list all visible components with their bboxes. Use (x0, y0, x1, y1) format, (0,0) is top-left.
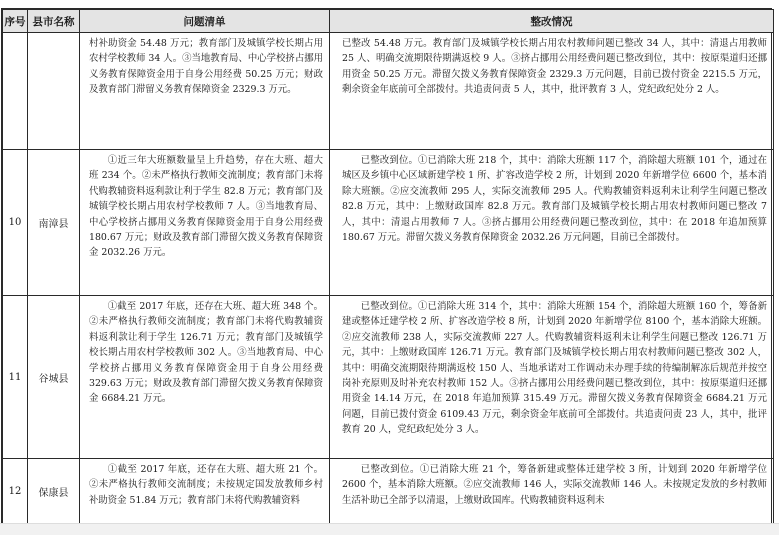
rectification-table (2, 9, 774, 525)
row-issue-text: 村补助资金 54.48 万元；教育部门及城镇学校长期占用农村学校教师 34 人。③当地教育局、中心学校挤占挪用义务教育保障资金用于自身公用经费 50.25 万元；财政及教育部门滞留义务教育保障资金 2329.3 万元。 (80, 33, 330, 150)
table-header-row (3, 10, 774, 33)
document-page (1, 8, 772, 524)
row-county: 南漳县 (28, 150, 80, 296)
row-rectification-text: 已整改到位。①已消除大班 218 个，其中：消除大班额 117 个，消除超大班额 101 个，通过在城区及乡镇中心区域新建学校 1 所、扩容改造学校 2 所，计划到 2020 年新增学位 6600 个，基本消除大班额。②应交流教师 295 人，实际交流教师 295 人。代购教辅资料返利未让利学生问题已整改 82.8 万元，其中：上缴财政国库 82.8 万元。教育部门及城镇学校长期占用农村教师问题已整改 7 人，其中：清退占用教师 7 人。③挤占挪用公用经费问题已整改到位，其中：在 2018 年追加预算 180.67 万元。滞留欠拨义务教育保障资金 2032.26 万元问题，目前已全部拨付。 (330, 150, 774, 296)
viewer-bottom-strip (0, 523, 779, 535)
row-rectification-text: 已整改到位。①已消除大班 21 个，筹备新建或整体迁建学校 3 所，计划到 2020 年新增学位 2600 个，基本消除大班额。②应交流教师 146 人，实际交流教师 146 人。未按规定发放的乡村教师生活补助已全部予以清退，上缴财政国库。代购教辅资料返利未 (330, 459, 774, 525)
table-row (3, 150, 774, 296)
table-row (3, 459, 774, 525)
row-county (28, 33, 80, 150)
row-number: 12 (3, 459, 28, 525)
row-rectification-text: 已整改到位。①已消除大班 314 个，其中：消除大班额 154 个，消除超大班额 160 个，筹备新建或整体迁建学校 2 所、扩容改造学校 8 所，计划到 2020 年新增学位 8100 个，基本消除大班额。②应交流教师 238 人，实际交流教师 227 人。代购教辅资料返利未让利学生问题已整改 126.71 万元，其中：上缴财政国库 126.71 万元。教育部门及城镇学校长期占用农村教师问题已整改 302 人，其中：明确交流期限待期满返校 150 人、当地承诺对工作调动未办理手续的待编制解冻后规范并按空岗补充原则及时补充农村教师 152 人。③挤占挪用公用经费问题已整改到位，其中：按原渠道归还挪用资金 14.14 万元，在 2018 年追加预算 315.49 万元。滞留欠拨义务教育保障资金 6684.21 万元问题，目前已拨付资金 6109.43 万元，剩余资金年底前可全部拨付。共追责问责 23 人，其中，批评教育 20 人，党纪政纪处分 3 人。 (330, 296, 774, 459)
row-issue-text: ①截至 2017 年底，还存在大班、超大班 348 个。②未严格执行教师交流制度；教育部门未将代购教辅资料返利款让利于学生 126.71 万元；教育部门及城镇学校长期占用农村学校教师 302 人。③当地教育局、中心学校挤占挪用义务教育保障资金用于自身公用经费 329.63 万元；财政及教育部门滞留欠拨义务教育保障资金 6684.21 万元。 (80, 296, 330, 459)
row-issue-text: ①近三年大班额数量呈上升趋势，存在大班、超大班 234 个。②未严格执行教师交流制度；教育部门未将代购教辅资料返利款让利于学生 82.8 万元；教育部门及城镇学校长期占用农村学校教师 7 人。③当地教育局、中心学校挤占挪用义务教育保障资金用于自身公用经费 180.67 万元；财政及教育部门滞留欠拨义务教育保障资金 2032.26 万元。 (80, 150, 330, 296)
row-issue-text: ①截至 2017 年底，还存在大班、超大班 21 个。②未严格执行教师交流制度；未按规定国发放教师乡村补助资金 51.84 万元；教育部门未将代购教辅资料 (80, 459, 330, 525)
header-rectification-status: 整改情况 (330, 10, 774, 33)
row-number: 10 (3, 150, 28, 296)
row-number: 11 (3, 296, 28, 459)
row-rectification-text: 已整改 54.48 万元。教育部门及城镇学校长期占用农村教师问题已整改 34 人，其中：清退占用教师 25 人、明确交流期限待期满返校 9 人。③挤占挪用公用经费问题已整改到位，其中：按原渠道归还挪用资金 50.25 万元。滞留欠拨义务教育保障资金 2329.3 万元问题，目前已拨付资金 2215.5 万元，剩余资金年底前可全部拨付。共追责问责 5 人，其中，批评教育 3 人，党纪政纪处分 2 人。 (330, 33, 774, 150)
table-row (3, 33, 774, 150)
row-county: 谷城县 (28, 296, 80, 459)
row-county: 保康县 (28, 459, 80, 525)
row-number (3, 33, 28, 150)
header-county-name: 县市名称 (28, 10, 80, 33)
header-serial-number: 序号 (3, 10, 28, 33)
table-row (3, 296, 774, 459)
header-issue-list: 问题清单 (80, 10, 330, 33)
